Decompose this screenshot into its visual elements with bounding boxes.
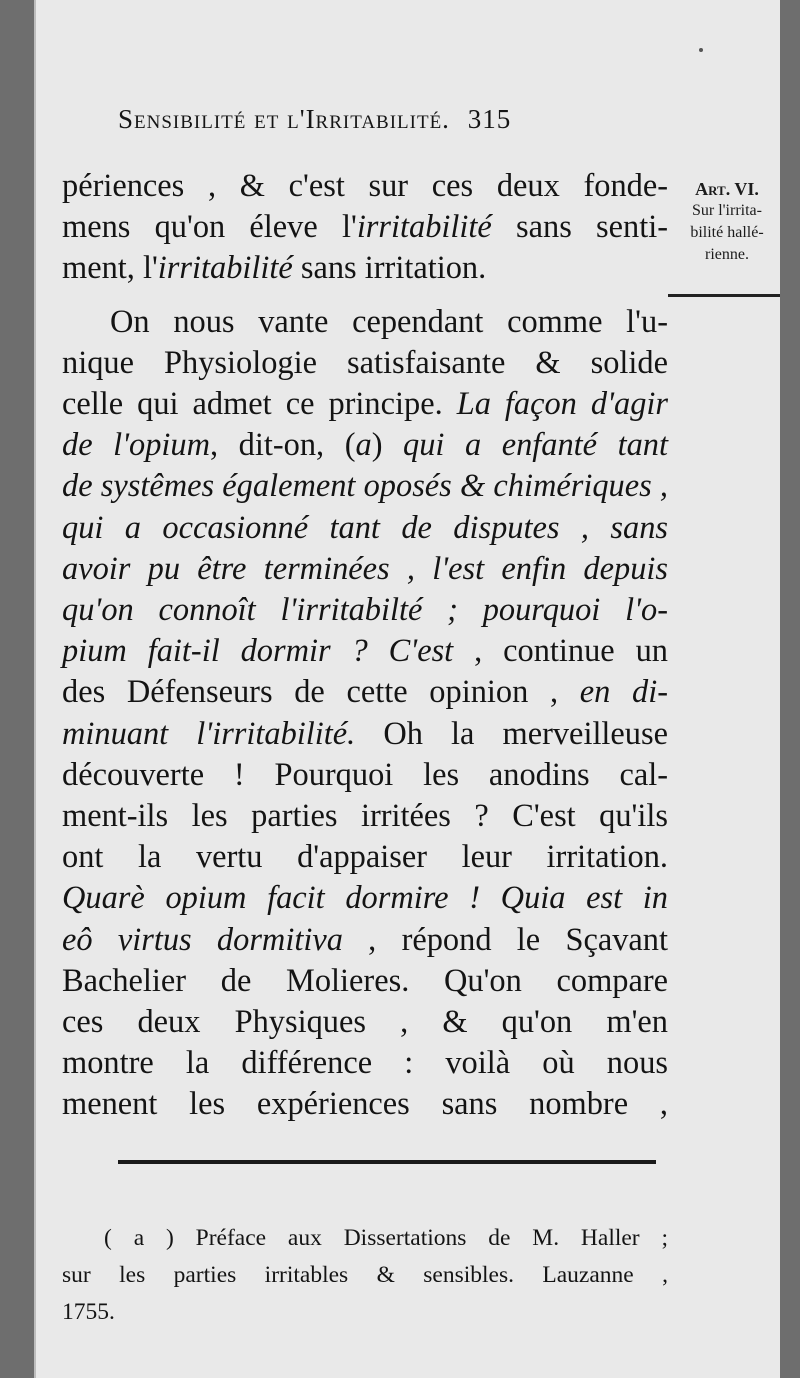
text-line: périences , & c'est sur ces deux fonde- [62,168,668,204]
text-line: Quarè opium facit dormire ! Quia est in [62,880,668,917]
margin-note-line: rienne. [705,246,749,263]
text-line: de systêmes également oposés & chimériques , [62,468,668,505]
text-line: découverte ! Pourquoi les anodins cal- [62,756,668,793]
running-head [118,104,678,135]
text-line: avoir pu être terminées , l'est enfin depuis [62,550,668,587]
text-line: On nous vante cependant comme l'u- [110,303,668,340]
text-line: qui a occasionné tant de disputes , sans [62,509,668,546]
footnote-line: sur les parties irritables & sensibles. Lauzanne , [62,1262,668,1288]
footnote-rule [118,1160,656,1164]
text-line: ment, l'irritabilité sans irritation. [62,250,487,287]
text-line: mens qu'on éleve l'irritabilité sans senti- [62,209,668,246]
footnote-line: 1755. [62,1299,115,1325]
text-line: nique Physiologie satisfaisante & solide [62,344,668,381]
text-line: eô virtus dormitiva , répond le Sçavant [62,921,668,958]
body-text [62,166,668,1126]
text-line: montre la différence : voilà où nous [62,1045,668,1082]
text-line: Bachelier de Molieres. Qu'on compare [62,962,668,999]
text-line: ces deux Physiques , & qu'on m'en [62,1004,668,1041]
text-line: ment-ils les parties irritées ? C'est qu'ils [62,798,668,835]
text-line: de l'opium, dit-on, (a) qui a enfanté tant [62,427,668,464]
ink-speck [699,48,703,52]
margin-note-article: Art. VI. [695,179,759,199]
page-number: 315 [467,104,512,134]
running-head-title: Sensibilité et l'Irritabilité. [118,104,450,134]
margin-note [672,178,782,266]
footnote [62,1220,668,1331]
margin-note-rule [668,294,780,297]
footnote-line: ( a ) Préface aux Dissertations de M. Haller ; [104,1225,669,1251]
text-line: celle qui admet ce principe. La façon d'agir [62,386,668,423]
text-line: qu'on connoît l'irritabilté ; pourquoi l'o- [62,592,668,629]
text-line: des Défenseurs de cette opinion , en di- [62,674,669,711]
margin-note-line: bilité hallé- [690,224,764,241]
text-line: pium fait-il dormir ? C'est , continue un [62,633,668,670]
margin-note-line: Sur l'irrita- [692,202,762,219]
text-line: minuant l'irritabilité. Oh la merveilleuse [62,715,668,752]
text-line: ont la vertu d'appaiser leur irritation. [62,839,668,876]
text-line: menent les expériences sans nombre , [62,1086,668,1123]
